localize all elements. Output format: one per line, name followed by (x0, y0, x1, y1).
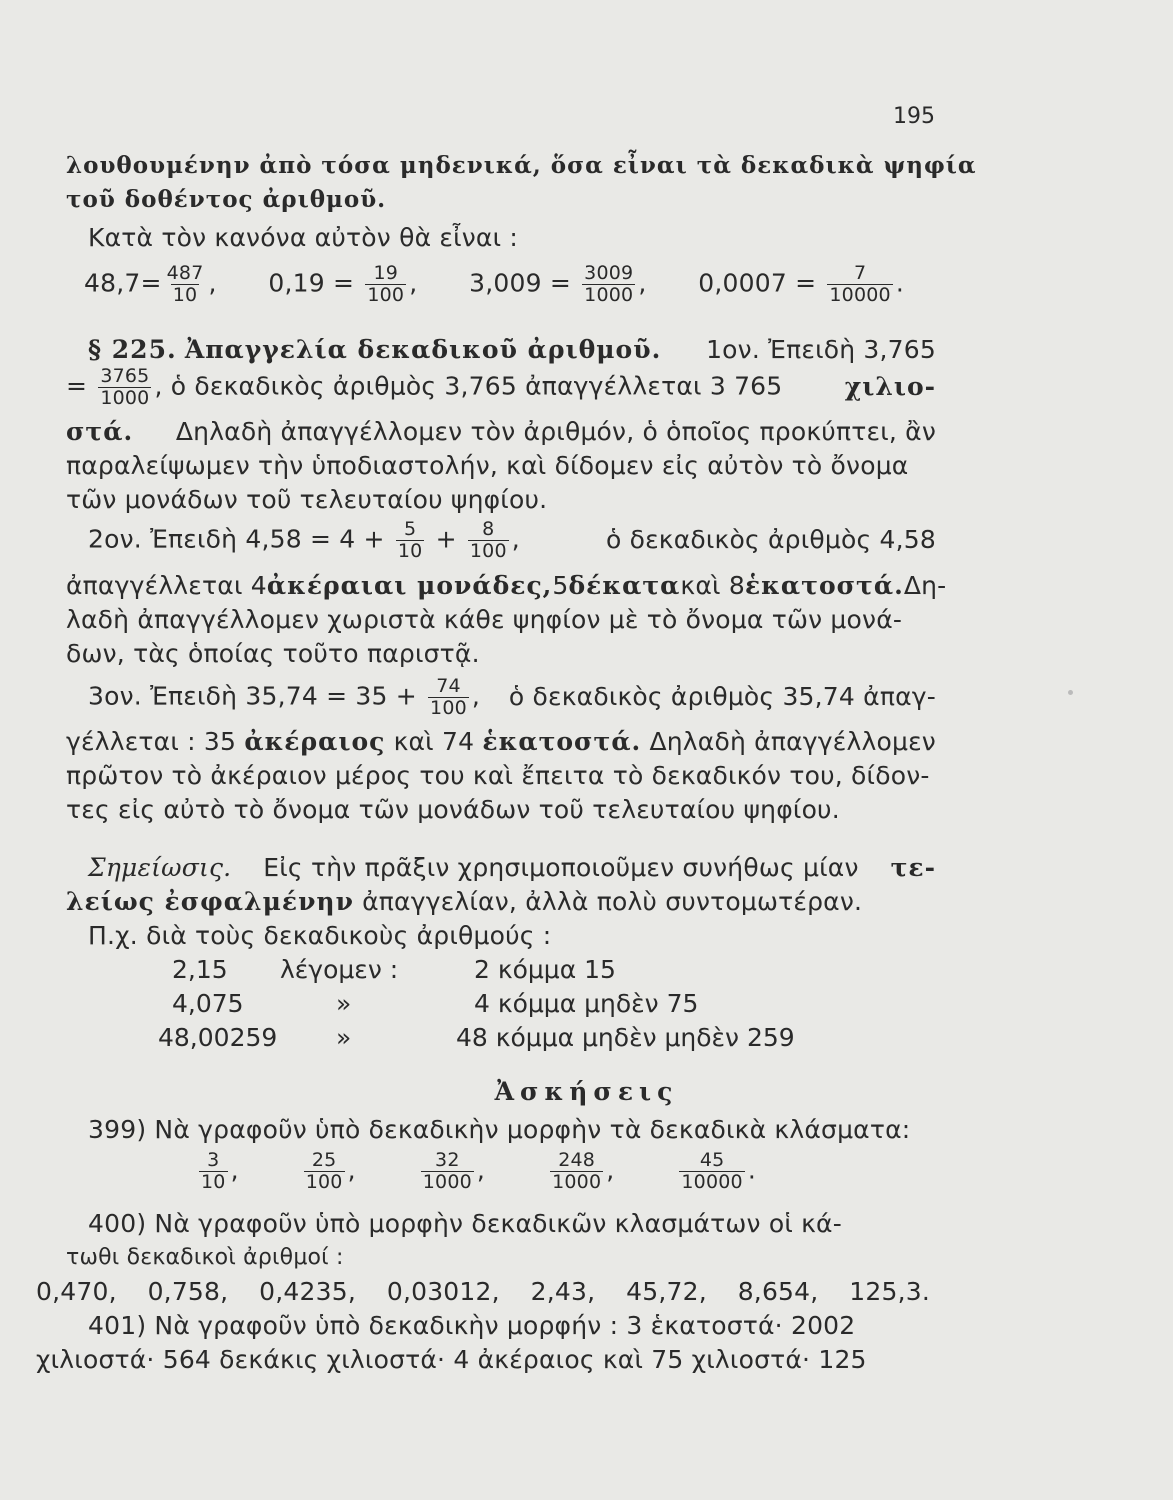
example-3-fraction: $\frac{3009}{1000}$ (584, 261, 634, 306)
case1-fraction: $\frac{3765}{1000}$ (100, 364, 150, 409)
case1-line-4: παραλείψωμεν τὴν ὑποδιαστολήν, καὶ δίδομεν εἰς αὐτὸν τὸ ὄνομα (66, 451, 909, 480)
decimal-number: 8,654, (737, 1277, 819, 1306)
exercise-400-numbers (36, 1276, 930, 1308)
table-row: 2,15 (172, 955, 228, 984)
table-row: 4,075 (172, 989, 244, 1018)
case2-fraction-1: $\frac{5}{10}$ (397, 517, 423, 562)
example-2: 0,19 = $\frac{19}{100}$ , (268, 261, 418, 306)
intro-text-1: λουθουμένην ἀπὸ τόσα μηδενικά, ὅσα εἶναι τὰ δεκαδικὰ ψηφία (66, 152, 977, 179)
section-heading-line (88, 334, 936, 366)
example-1: 48,7= $\frac{487}{10}$ , (84, 261, 217, 306)
exercise-401-line-1: 401) Νὰ γραφοῦν ὑπὸ δεκαδικὴν μορφήν : 3 ἑκατοστά· 2002 (88, 1311, 856, 1340)
ex399-fraction: $\frac{248}{1000}$ , (552, 1148, 615, 1193)
example-1-fraction: $\frac{487}{10}$ (166, 261, 204, 306)
exercise-400-line-1: 400) Νὰ γραφοῦν ὑπὸ μορφὴν δεκαδικῶν κλασμάτων οἱ κά- (88, 1209, 842, 1238)
case2-line-4: δων, τὰς ὁποίας τοῦτο παριστᾷ. (66, 639, 480, 668)
table-row: 48,00259 (158, 1023, 278, 1052)
rule-line: Κατὰ τὸν κανόνα αὐτὸν θὰ εἶναι : (88, 223, 519, 252)
decimal-number: 0,4235, (259, 1277, 356, 1306)
note-line-3: Π.χ. διὰ τοὺς δεκαδικοὺς ἀριθμούς : (88, 921, 552, 950)
paper-speck (1068, 690, 1073, 695)
page-number: 195 (893, 104, 935, 129)
note-line-1: Σημείωσις. Εἰς τὴν πρᾶξιν χρησιμοποιοῦμεν συνήθως μίαν τε- (88, 853, 936, 882)
case1-start: Ἐπειδὴ 3,765 (768, 335, 936, 364)
case3-line-3: πρῶτον τὸ ἀκέραιον μέρος του καὶ ἔπειτα τὸ δεκαδικόν του, δίδον- (66, 761, 930, 790)
examples-row (84, 254, 904, 314)
book-page: 195 λουθουμένην ἀπὸ τόσα μηδενικά, ὅσα εἶναι τὰ δεκαδικὰ ψηφία τοῦ δοθέντος ἀριθμοῦ. Κατὰ τὸν κανόνα αὐτὸν θὰ εἶναι : 48,7= $\frac{487}{10}$ , 0,19 = $\frac{19}{100}$ , 3,009 = $\frac{3009}{1000}$ , 0,0007 = $\frac{7}{10000}$ . § 225. Ἀπαγγελία δεκαδικοῦ ἀριθμοῦ. 1ον. Ἐπειδὴ 3,765 = $\frac{3765}{1000}$ , ὁ δεκαδικὸς ἀριθμὸς 3,765 ἀπαγγέλλεται 3 765 χιλιο- στά. Δηλαδὴ ἀπαγγέλλομεν τὸν ἀριθμόν, ὁ ὁποῖος προκύπτει, ἂν παραλείψωμεν τὴν ὑποδιαστολήν, καὶ δίδομεν εἰς αὐτὸν τὸ ὄνομα τῶν μονάδων τοῦ τελευταίου ψηφίου. 2ον. Ἐπειδὴ 4,58 = 4 + $\frac{5}{10}$ + $\frac{8}{100}$ , ὁ δεκαδικὸς ἀριθμὸς 4,58 ἀπαγγέλλεται 4 ἀκέραιαι μονάδες, 5 δέκατα καὶ 8 ἑκατοστά. Δη- λαδὴ ἀπαγγέλλομεν χωριστὰ κάθε ψηφίον μὲ τὸ ὄνομα τῶν μονά- δων, τὰς ὁποίας τοῦτο παριστᾷ. 3ον. Ἐπειδὴ 35,74 = 35 + $\frac{74}{100}$ , ὁ δεκαδικὸς ἀριθμὸς 35,74 ἀπαγ- γέλλεται : 35 ἀκέραιος καὶ 74 ἑκατοστά. Δηλαδὴ ἀπαγγέλλομεν πρῶτον τὸ ἀκέραιον μέρος του καὶ ἔπειτα τὸ δεκαδικόν του, δίδον- τες εἰς αὐτὸ τὸ ὄνομα τῶν μονάδων τοῦ τελευταίου ψηφίου. Σημείωσις. Εἰς τὴν πρᾶξιν χρησιμοποιοῦμεν συνήθως μίαν τε- λείως ἐσφαλμένην ἀπαγγελίαν, ἀλλὰ πολὺ συντομωτέραν. Π.χ. διὰ τοὺς δεκαδικοὺς ἀριθμούς : 2,15 λέγομεν : 2 κόμμα 15 4,075 » 4 κόμμα μηδὲν 75 48,00259 » 48 κόμμα μηδὲν μηδὲν 259 Ἀσκήσεις 399) Νὰ γραφοῦν ὑπὸ δεκαδικὴν μορφὴν τὰ δεκαδικὰ κλάσματα: $\frac{3}{10}$ , $\frac{25}{100}$ , $\frac{32}{1000}$ , $\frac{248}{1000}$ , $\frac{45}{10000}$ . 400) Νὰ γραφοῦν ὑπὸ μορφὴν δεκαδικῶν κλασμάτων οἱ κά- τωθι δεκαδικοὶ ἀριθμοί : 0,470, 0,758, 0,4235, 0,03012, 2,43, 45,72, 8,654, 125,3. 401) Νὰ γραφοῦν ὑπὸ δεκαδικὴν μορφήν : 3 ἑκατοστά· 2002 χιλιοστά· 564 δεκάκις χιλιοστά· 4 ἀκέραιος καὶ 75 χιλιοστά· 125 (0, 0, 1173, 1500)
note-label: Σημείωσις. (88, 853, 232, 882)
example-2-fraction: $\frac{19}{100}$ (367, 261, 405, 306)
case2-fraction-2: $\frac{8}{100}$ (469, 517, 507, 562)
case1-line-2: = $\frac{3765}{1000}$ , ὁ δεκαδικὸς ἀριθμὸς 3,765 ἀπαγγέλλεται 3 765 χιλιο- (66, 364, 936, 409)
ex399-fraction: $\frac{3}{10}$ , (201, 1148, 239, 1193)
section-number: § 225. (88, 335, 177, 364)
case3-line-1: 3ον. Ἐπειδὴ 35,74 = 35 + $\frac{74}{100}$ , ὁ δεκαδικὸς ἀριθμὸς 35,74 ἀπαγ- (88, 674, 936, 719)
case2-line-2: ἀπαγγέλλεται 4 ἀκέραιαι μονάδες, 5 δέκατα καὶ 8 ἑκατοστά. Δη- (66, 571, 947, 600)
decimal-number: 125,3. (849, 1277, 930, 1306)
example-4-fraction: $\frac{7}{10000}$ (829, 261, 891, 306)
case3-line-2: γέλλεται : 35 ἀκέραιος καὶ 74 ἑκατοστά. Δηλαδὴ ἀπαγγέλλομεν (66, 727, 936, 756)
example-3: 3,009 = $\frac{3009}{1000}$ , (469, 261, 647, 306)
case1-line-5: τῶν μονάδων τοῦ τελευταίου ψηφίου. (66, 485, 548, 514)
exercise-401-line-2: χιλιοστά· 564 δεκάκις χιλιοστά· 4 ἀκέραιος καὶ 75 χιλιοστά· 125 (36, 1345, 867, 1374)
decimal-number: 45,72, (626, 1277, 707, 1306)
decimal-number: 0,470, (36, 1277, 117, 1306)
case3-fraction: $\frac{74}{100}$ (430, 674, 467, 719)
decimal-number: 0,758, (147, 1277, 229, 1306)
case1-label: 1ον. (706, 335, 760, 364)
intro-line-1 (66, 150, 977, 182)
note-line-2: λείως ἐσφαλμένην ἀπαγγελίαν, ἀλλὰ πολὺ συντομωτέραν. (66, 887, 863, 916)
ex399-fraction: $\frac{32}{1000}$ , (422, 1148, 486, 1193)
decimal-number: 2,43, (530, 1277, 596, 1306)
exercises-title: Ἀσκήσεις (494, 1077, 679, 1106)
exercise-399-fractions (196, 1144, 756, 1198)
example-4: 0,0007 = $\frac{7}{10000}$ . (698, 261, 904, 306)
case2-line-3: λαδὴ ἀπαγγέλλομεν χωριστὰ κάθε ψηφίον μὲ τὸ ὄνομα τῶν μονά- (66, 605, 903, 634)
exercise-399-text: 399) Νὰ γραφοῦν ὑπὸ δεκαδικὴν μορφὴν τὰ δεκαδικὰ κλάσματα: (88, 1115, 911, 1144)
case2-line-1: 2ον. Ἐπειδὴ 4,58 = 4 + $\frac{5}{10}$ + $\frac{8}{100}$ , ὁ δεκαδικὸς ἀριθμὸς 4,58 (88, 517, 936, 562)
decimal-number: 0,03012, (386, 1277, 500, 1306)
intro-line-2: τοῦ δοθέντος ἀριθμοῦ. (66, 186, 387, 213)
exercise-400-line-2: τωθι δεκαδικοὶ ἀριθμοί : (66, 1245, 344, 1270)
ex399-fraction: $\frac{25}{100}$ , (305, 1148, 356, 1193)
section-title: Ἀπαγγελία δεκαδικοῦ ἀριθμοῦ. (184, 335, 662, 364)
case3-line-4: τες εἰς αὐτὸ τὸ ὄνομα τῶν μονάδων τοῦ τελευταίου ψηφίου. (66, 795, 840, 824)
case1-line-3: στά. Δηλαδὴ ἀπαγγέλλομεν τὸν ἀριθμόν, ὁ ὁποῖος προκύπτει, ἂν (66, 417, 936, 446)
ex399-fraction: $\frac{45}{10000}$ . (681, 1148, 756, 1193)
